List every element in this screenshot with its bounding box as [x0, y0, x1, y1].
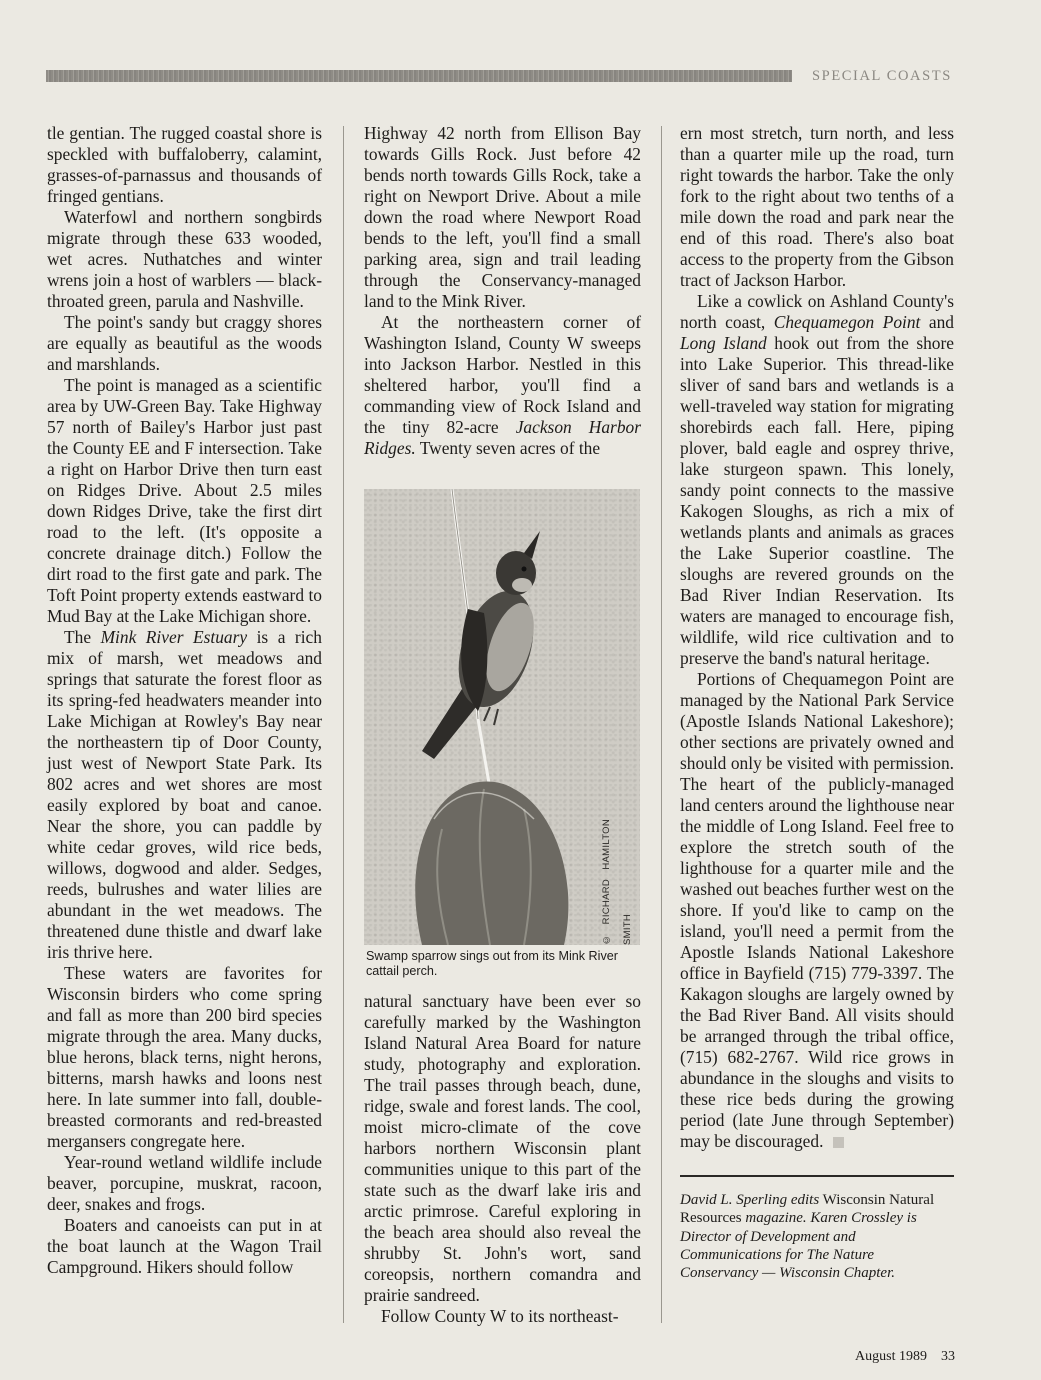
paragraph: Follow County W to its northeast-: [381, 1306, 619, 1326]
column-divider: [661, 126, 662, 1323]
column-3: [680, 123, 954, 1282]
paragraph: [47, 627, 322, 963]
paragraph: The point is managed as a scientific area by UW-Green Bay. Take Highway 57 north of Bailey's Harbor just past the County EE and F intersection. Take a right on Harbor Drive then turn east on Ridges Drive. About 2.5 miles down Ridges Drive, take the first dirt road to the left. (It's opposite a concrete drainage ditch.) Follow the dirt road to the first gate and park. The Toft Point property extends eastward to Mud Bay at the Lake Michigan shore.: [47, 375, 322, 626]
swamp-sparrow-photo: [364, 489, 640, 945]
paragraph: Waterfowl and northern songbirds migrate through these 633 wooded, wet acres. Nuthatches and winter wrens join a host of warblers — black-throated green, parula and Nashville.: [47, 207, 322, 311]
text-run: is a rich mix of marsh, wet meadows and springs that saturate the forest floor as its spring-fed headwaters meander into Lake Michigan at Rowley's Bay near the northeastern tip of Door County, just west of Newport State Park. Its 802 acres and wet shores are most easily explored by boat and canoe. Near the shore, you can paddle by white cedar groves, wild rice beds, willows, dogwood and alder. Sedges, reeds, bulrushes and water lilies are abundant in the wet meadows. The threatened dune thistle and dwarf lake iris thrive here.: [47, 627, 322, 962]
text-run: Portions of Chequamegon Point are managed by the National Park Service (Apostle Islands National Lakeshore); other sections are privately owned and should only be visited with permission. The heart of the publicly-managed land centers around the lighthouse near the middle of Long Island. Feel free to explore the stretch south of the lighthouse for a quarter mile and the washed out beaches further west on the shore. If you'd like to camp on the island, you'll need a permit from the Apostle Islands National Lakeshore office in Bayfield (715) 779-3397. The Kakagon sloughs are largely owned by the Bad River Band. All visits should be arranged through the tribal office, (715) 682-2767. Wild rice grows in abundance in the sloughs and visits to these rice beds during the growing period (late June through September) may be discouraged.: [680, 669, 954, 1151]
photo-credit: © RICHARD HAMILTON SMITH: [601, 819, 633, 945]
paragraph: Year-round wetland wildlife include beaver, porcupine, muskrat, racoon, deer, snakes and frogs.: [47, 1152, 322, 1214]
paragraph: [680, 1191, 954, 1282]
place-name: Chequamegon Point: [773, 312, 921, 332]
page-number: 33: [941, 1349, 955, 1364]
paragraph: [364, 312, 641, 459]
bio-divider: [680, 1175, 954, 1177]
column-1: [47, 123, 322, 1278]
author-bio: [680, 1191, 954, 1282]
end-mark-icon: [833, 1137, 844, 1148]
paragraph: Highway 42 north from Ellison Bay towards Gills Rock. Just before 42 bends north towards Gills Rock, take a right on Newport Drive. About a mile down the road where Newport Road bends to the left, you'll find a small parking area, sign and trail leading through the Conservancy-managed land to the Mink River.: [364, 123, 641, 311]
page-footer: [855, 1349, 955, 1365]
text-run: Like a cowlick on Ashland County's north coast,: [680, 291, 954, 332]
photo-caption: Swamp sparrow sings out from its Mink River cattail perch.: [366, 949, 618, 978]
text-run: Twenty seven acres of the: [419, 438, 601, 458]
paragraph: [680, 291, 954, 669]
paragraph: The point's sandy but craggy shores are equally as beautiful as the woods and marshlands.: [47, 312, 322, 374]
text-run: At the northeastern corner of Washington Island, County W sweeps into Jackson Harbor. Nestled in this sheltered harbor, you'll find a commanding view of Rock Island and the tiny 82-acre: [364, 312, 641, 437]
paragraph: Boaters and canoeists can put in at the boat launch at the Wagon Trail Campground. Hikers should follow: [47, 1215, 322, 1277]
place-name: Long Island: [680, 333, 767, 353]
header-rule: [46, 70, 792, 82]
place-name: Mink River Estuary: [100, 627, 248, 647]
text-run: magazine. Karen Crossley is Director of Development and Communications for The Nature Conservancy — Wisconsin Chapter.: [680, 1210, 917, 1282]
paragraph: natural sanctuary have been ever so carefully marked by the Washington Island Natural Area Board for nature study, photography and exploration. The trail passes through beach, dune, ridge, swale and forest lands. The cool, moist micro-climate of the cove harbors northern Wisconsin plant communities unique to this part of the state such as the dwarf lake iris and arctic primrose. Careful exploring in the beach area should also reveal the shrubby St. John's wort, sand coreopsis, northern comandra and prairie sandreed.: [364, 991, 641, 1305]
paragraph: ern most stretch, turn north, and less than a quarter mile up the road, turn right towards the harbor. Take the only fork to the right about two tenths of a mile down the road and park near the end of this road. There's also boat access to the property from the Gibson tract of Jackson Harbor.: [680, 123, 954, 290]
text-run: David L. Sperling edits: [680, 1192, 820, 1208]
column-divider: [343, 126, 344, 1323]
text-run: The: [64, 627, 92, 647]
publication-name: Wisconsin Natural Resources: [680, 1192, 935, 1227]
paragraph: [680, 669, 954, 1152]
issue-date: August 1989: [855, 1349, 927, 1364]
paragraph: tle gentian. The rugged coastal shore is speckled with buffaloberry, calamint, grasses-of-parnassus and thousands of fringed gentians.: [47, 123, 322, 206]
section-label: SPECIAL COASTS: [812, 68, 952, 84]
place-name: Jackson Harbor Ridges.: [364, 417, 641, 458]
paragraph: These waters are favorites for Wisconsin birders who come spring and fall as more than 200 bird species migrate through the area. Many ducks, blue herons, black terns, night herons, bitterns, marsh hawks and loons nest here. In late summer into fall, double-breasted cormorants and red-breasted mergansers congregate here.: [47, 963, 322, 1151]
column-2: [364, 123, 641, 1327]
text-run: hook out from the shore into Lake Superior. This thread-like sliver of sand bars and wetlands is a well-traveled way station for migrating shorebirds each fall. Here, piping plover, bald eagle and osprey thrive, lake sturgeon spawn. This lonely, sandy point connects to the massive Kakogen Sloughs, as rich a mix of wetlands plants and animals as graces the Lake Superior coastline. The sloughs are revered grounds on the Bad River Indian Reservation. Its waters are managed to encourage fish, wildlife, wild rice cultivation and to preserve the band's natural heritage.: [680, 333, 954, 668]
text-run: and: [928, 312, 954, 332]
